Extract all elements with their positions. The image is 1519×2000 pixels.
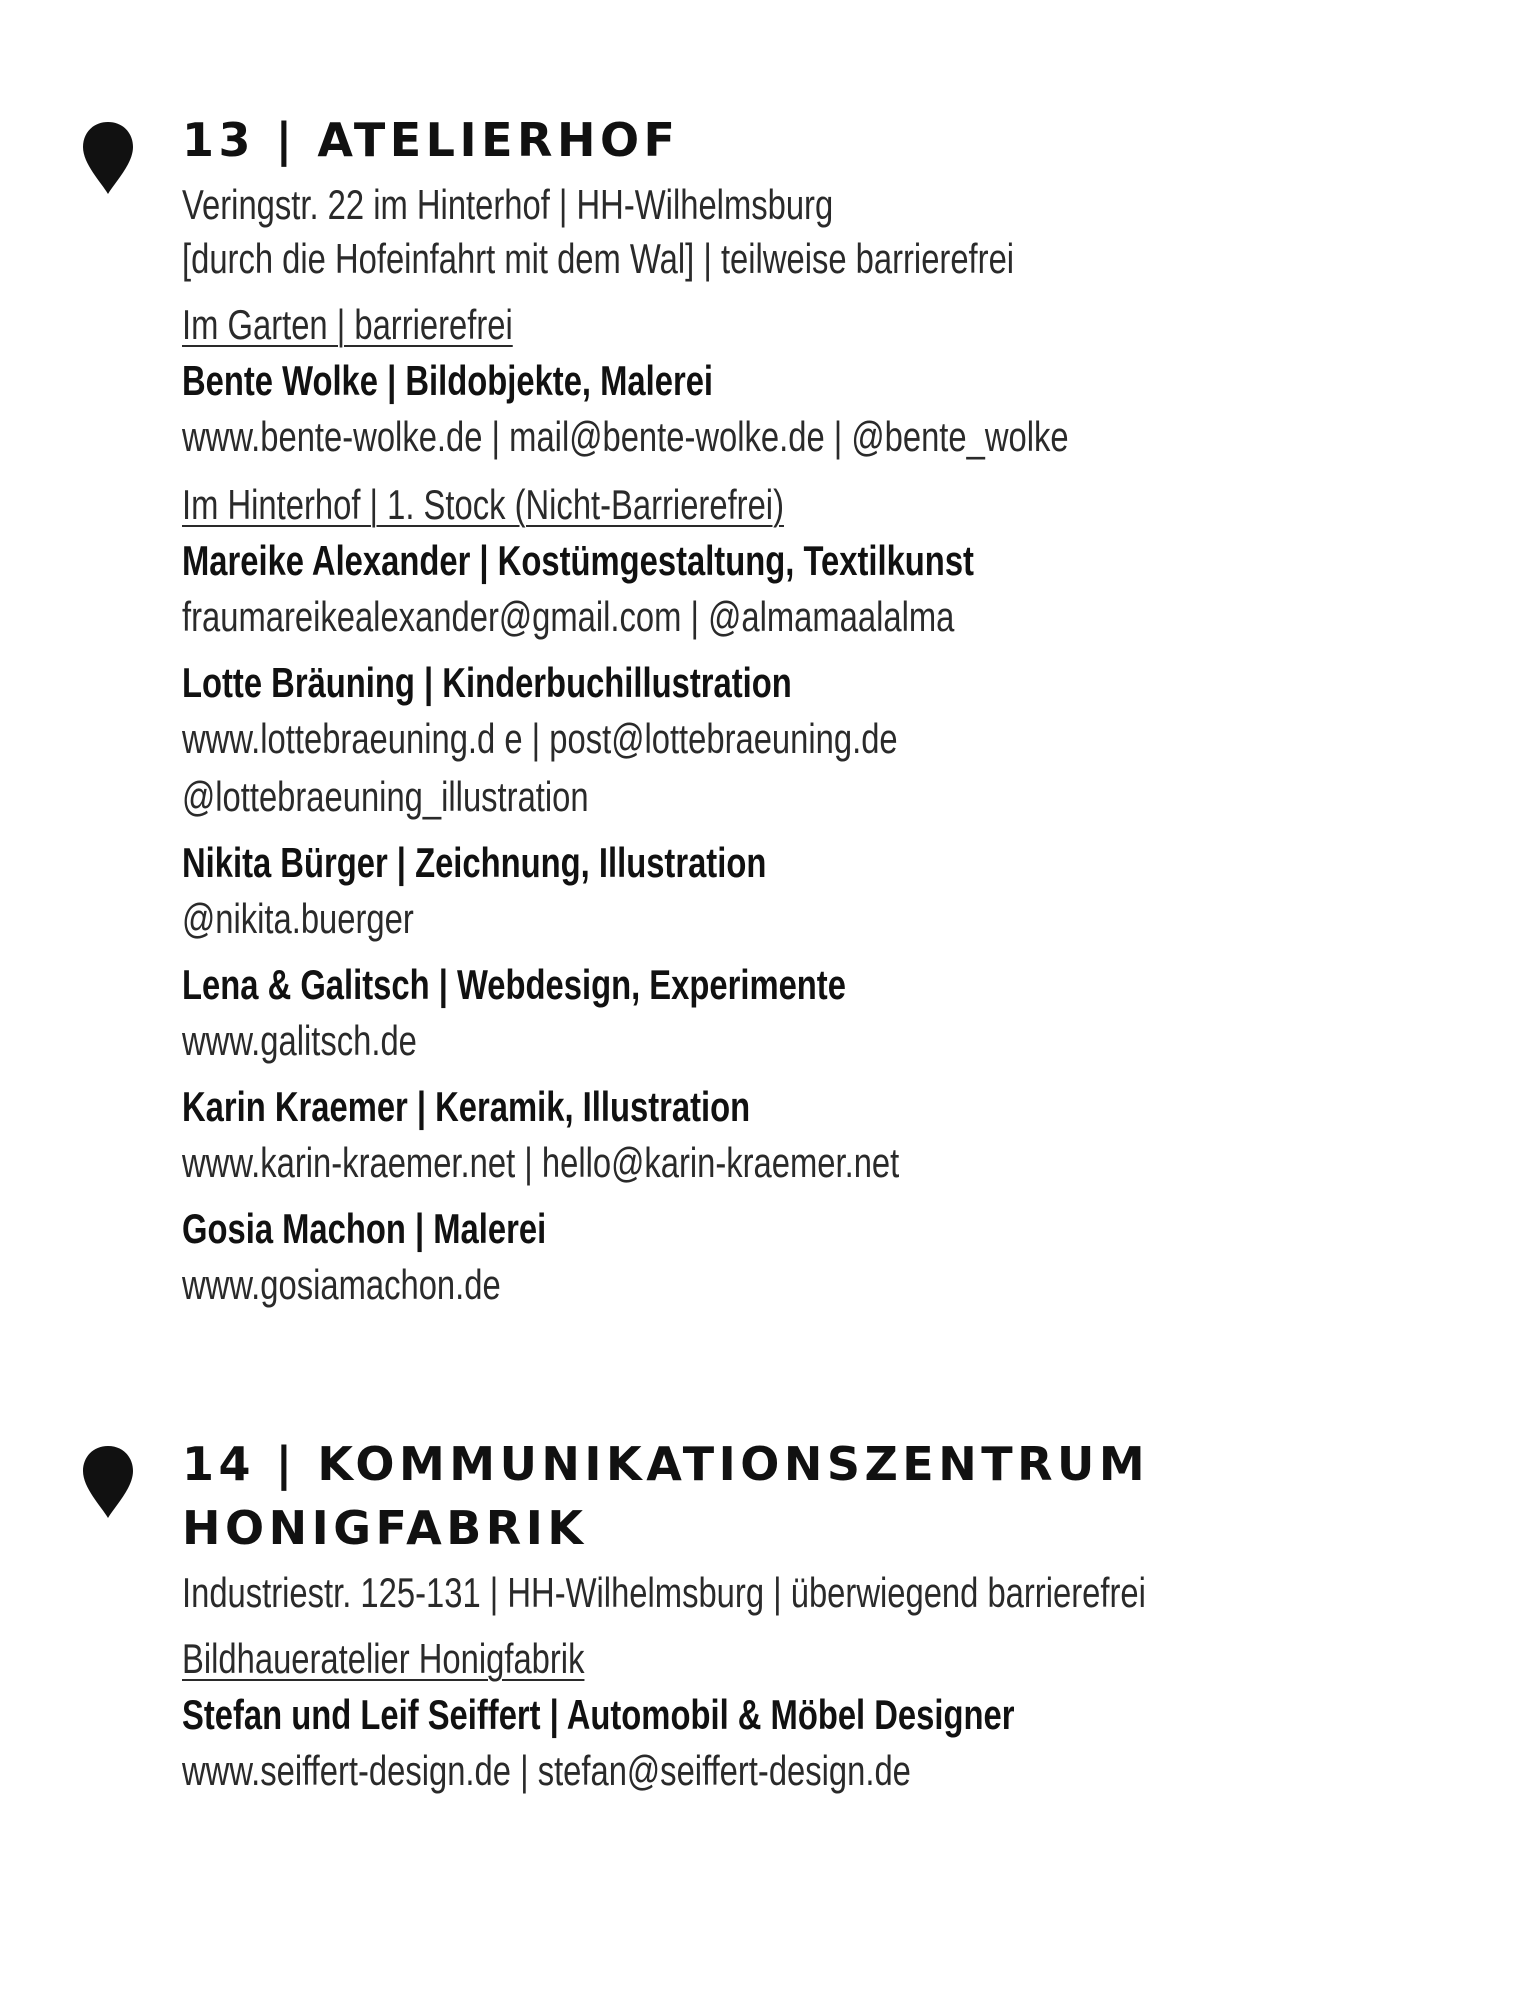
artist-entry [182, 836, 1462, 948]
address-line: Veringstr. 22 im Hinterhof | HH-Wilhelmsburg [182, 181, 834, 228]
artist-entry [182, 656, 1462, 826]
venue-title-line: HONIGFABRIK [182, 1501, 588, 1555]
artist-contact: www.gosiamachon.de [182, 1261, 501, 1308]
artist-entry [182, 958, 1462, 1070]
artist-contact: www.galitsch.de [182, 1017, 417, 1064]
artist-contact: www.lottebraeuning.d e | post@lottebraeuning.de [182, 715, 898, 762]
artist-entry [182, 534, 1462, 646]
artist-name: Lotte Bräuning | Kinderbuchillustration [182, 659, 792, 706]
section-garten [182, 298, 1462, 466]
artist-name: Nikita Bürger | Zeichnung, Illustration [182, 839, 767, 886]
location-label: Bildhaueratelier Honigfabrik [182, 1635, 585, 1682]
location-label: Im Garten | barrierefrei [182, 301, 513, 348]
address-line: [durch die Hofeinfahrt mit dem Wal] | teilweise barrierefrei [182, 235, 1015, 282]
artist-contact: www.karin-kraemer.net | hello@karin-kraemer.net [182, 1139, 900, 1186]
address-line: Industriestr. 125-131 | HH-Wilhelmsburg | überwiegend barrierefrei [182, 1569, 1146, 1616]
map-pin-icon [80, 1444, 136, 1520]
map-pin-icon [80, 120, 136, 196]
artist-contact: @nikita.buerger [182, 895, 414, 942]
section-bildhaueratelier [182, 1632, 1462, 1800]
artist-name: Mareike Alexander | Kostümgestaltung, Textilkunst [182, 537, 974, 584]
location-label: Im Hinterhof | 1. Stock (Nicht-Barrierefrei) [182, 481, 784, 528]
artist-entry [182, 1080, 1462, 1192]
artist-contact: @lottebraeuning_illustration [182, 773, 589, 820]
artist-contact: fraumareikealexander@gmail.com | @almamaalalma [182, 593, 955, 640]
artist-name: Gosia Machon | Malerei [182, 1205, 547, 1252]
artist-entry [182, 354, 1462, 466]
venue-body [182, 108, 1462, 1314]
artist-entry [182, 1688, 1462, 1800]
artist-name: Lena & Galitsch | Webdesign, Experimente [182, 961, 846, 1008]
artist-name: Bente Wolke | Bildobjekte, Malerei [182, 357, 714, 404]
artist-name: Karin Kraemer | Keramik, Illustration [182, 1083, 751, 1130]
venue-address [182, 178, 1462, 286]
venue-body [182, 1432, 1462, 1800]
venue-title [182, 1432, 1462, 1560]
artist-contact: www.seiffert-design.de | stefan@seiffert-design.de [182, 1747, 911, 1794]
venue-title [182, 108, 1462, 172]
venue-address [182, 1566, 1462, 1620]
artist-name: Stefan und Leif Seiffert | Automobil & Möbel Designer [182, 1691, 1015, 1738]
section-hinterhof [182, 478, 1462, 1314]
artist-contact: www.bente-wolke.de | mail@bente-wolke.de | @bente_wolke [182, 413, 1069, 460]
venue-title-line: 14 | KOMMUNIKATIONSZENTRUM [182, 1437, 1150, 1491]
artist-entry [182, 1202, 1462, 1314]
venue-title-line: 13 | ATELIERHOF [182, 113, 680, 167]
